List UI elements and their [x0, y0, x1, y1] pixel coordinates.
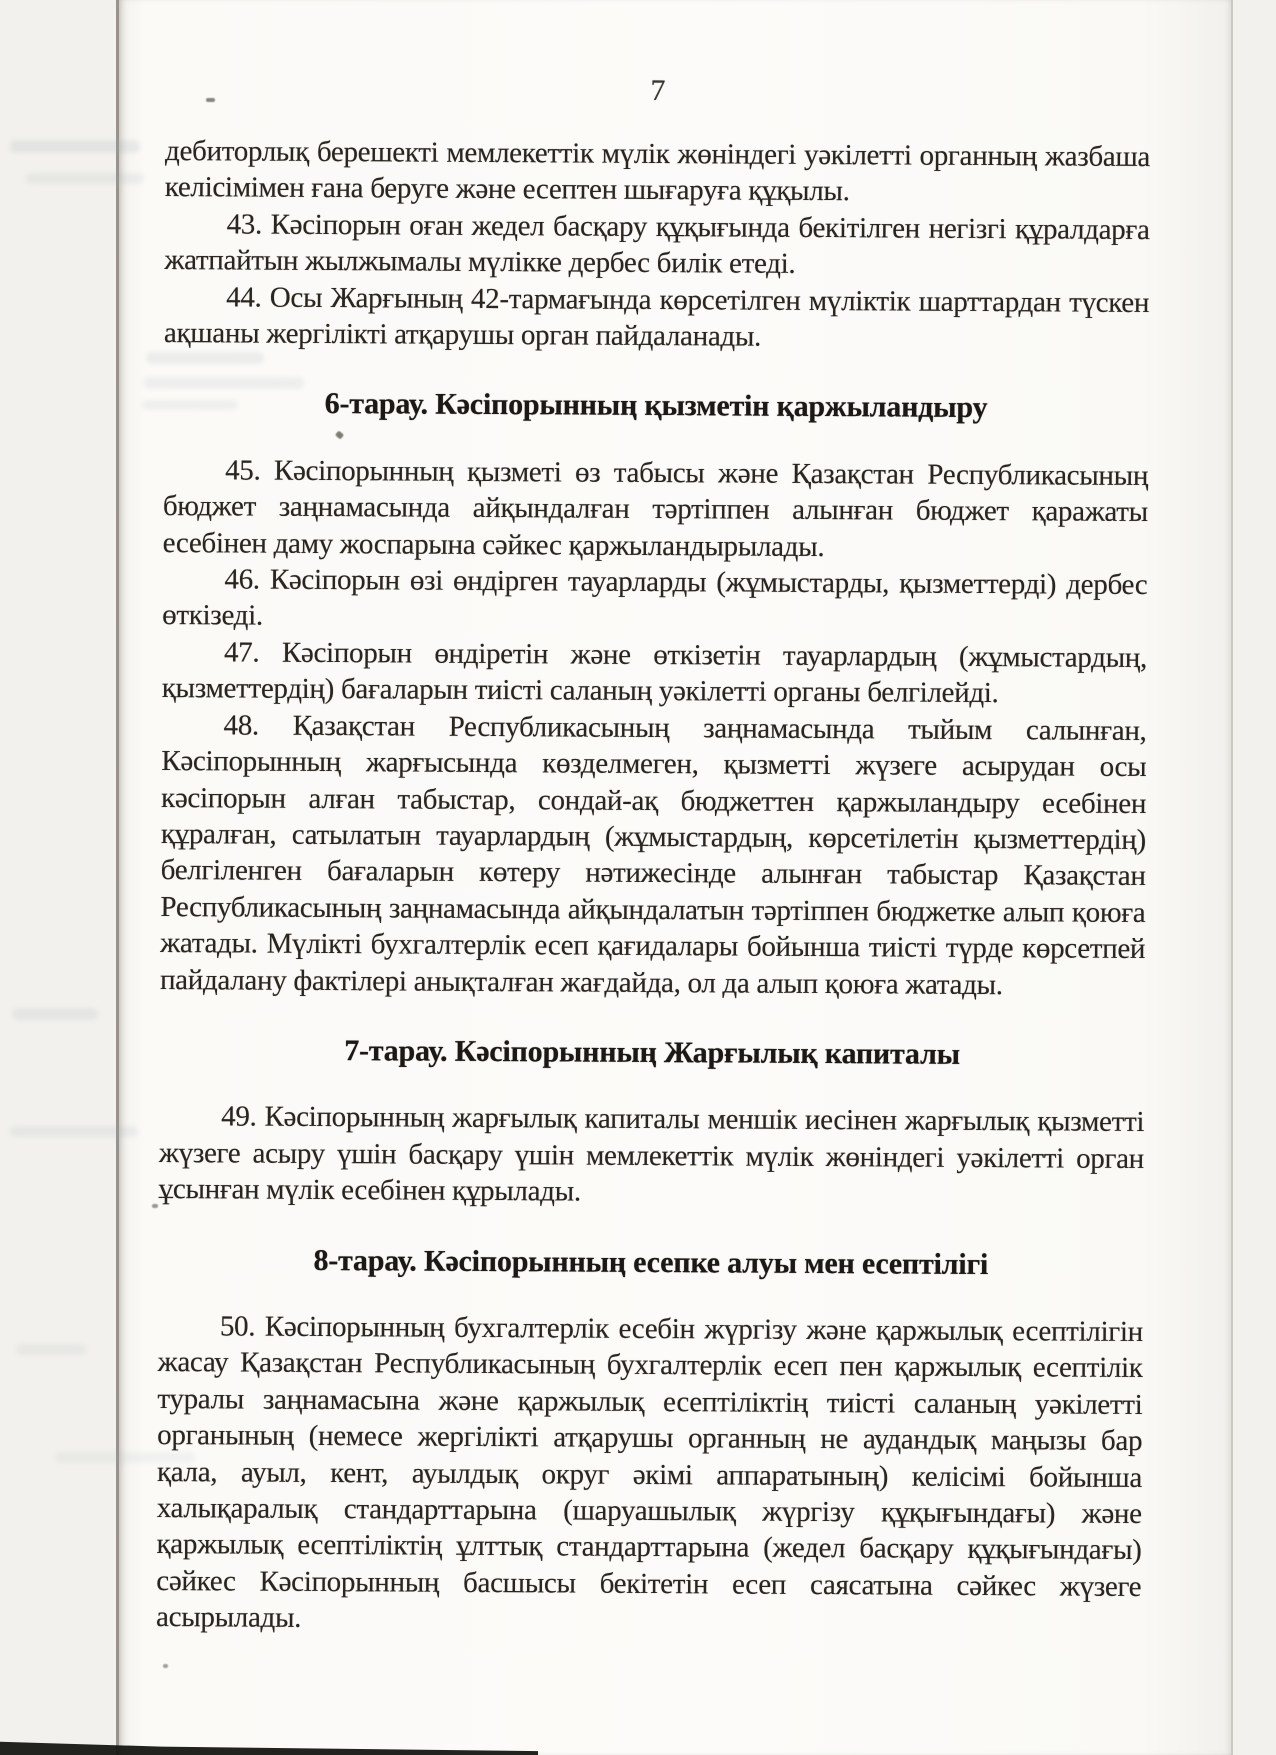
body-paragraph: 50. Кәсіпорынның бухгалтерлік есебін жүргізу және қаржылық есептілігін жасау Қазақстан Республикасының бухгалтерлік есеп пен қаржылық есептілік туралы заңнамасына және қаржылық есептіліктің тиісті саланың уәкілетті органының (немесе жергілікті атқарушы органның не аудандық маңызы бар қала, ауыл, кент, ауылдық округ әкімі аппаратының) келісімі бойынша халықаралық стандарттарына (шаруашылық жүргізу құқығындағы) және қаржылық есептіліктің ұлттық стандарттарына (жедел басқару құқығындағы) сәйкес Кәсіпорынның басшысы бекітетін есеп саясатына сәйкес жүзеге асырылады. — [156, 1310, 1143, 1635]
bleedthrough-smudge — [10, 1126, 138, 1137]
ink-speck — [163, 1664, 168, 1668]
body-paragraph: 45. Кәсіпорынның қызметі өз табысы және Қазақстан Республикасының бюджет заңнамасында айқындалған тәртіппен алынған бюджет қаражаты есебінен даму жоспарына сәйкес қаржыландырылады. — [162, 454, 1149, 563]
body-paragraph: дебиторлық берешекті мемлекеттік мүлік жөніндегі уәкілетті органның жазбаша келісімімен ғана беруге және есептен шығаруға құқылы. — [164, 135, 1151, 208]
ink-speck — [152, 1204, 158, 1208]
chapter-heading: 6-тарау. Кәсіпорынның қызметін қаржыландыру — [324, 387, 988, 425]
bleedthrough-smudge — [10, 140, 140, 153]
bleedthrough-smudge — [26, 173, 144, 184]
body-paragraph: 48. Қазақстан Республикасының заңнамасында тыйым салынған, Кәсіпорынның жарғысында көзделмеген, қызметті жүзеге асырудан осы кәсіпорын алған табыстар, сондай-ақ бюджеттен қаржыландыру есебінен құралған, сатылатын тауарлардың (жұмыстардың, көрсетілетін қызметтердің) белгіленген бағаларын көтеру нәтижесінде алынған табыстар Қазақстан Республикасының заңнамасында айқындалатын тәртіппен бюджетке алып қоюға жатады. Мүлікті бухгалтерлік есеп қағидалары бойынша тиісті түрде көрсетпей пайдалану фактілері анықталған жағдайда, ол да алып қоюға жатады. — [159, 709, 1147, 1001]
body-paragraph: 49. Кәсіпорынның жарғылық капиталы меншік иесінен жарғылық қызметті жүзеге асыру үшін басқару үшін мемлекеттік мүлік жөніндегі уәкілетті орган ұсынған мүлік есебінен құрылады. — [158, 1100, 1145, 1208]
body-paragraph: 46. Кәсіпорын өзі өндірген тауарларды (жұмыстарды, қызметтерді) дербес өткізеді. — [162, 563, 1148, 633]
chapter-heading: 7-тарау. Кәсіпорынның Жарғылық капиталы — [344, 1034, 960, 1071]
page-number: 7 — [650, 73, 666, 108]
body-paragraph: 47. Кәсіпорын өндіретін және өткізетін тауарлардың (жұмыстардың, қызметтердің) бағаларын тиісті саланың уәкілетті органы белгілейді. — [161, 636, 1148, 710]
body-paragraph: 43. Кәсіпорын оған жедел басқару құқығында бекітілген негізгі құралдарға жатпайтын жылжымалы мүлікке дербес билік етеді. — [164, 208, 1150, 281]
body-paragraph: 44. Осы Жарғының 42-тармағында көрсетілген мүліктік шарттардан түскен ақшаны жергілікті атқарушы орган пайдаланады. — [163, 281, 1150, 353]
document-body — [156, 133, 1150, 1642]
bleedthrough-smudge — [16, 1344, 86, 1355]
bleedthrough-smudge — [12, 1008, 98, 1020]
chapter-heading: 8-тарау. Кәсіпорынның есепке алуы мен есептілігі — [313, 1243, 989, 1281]
